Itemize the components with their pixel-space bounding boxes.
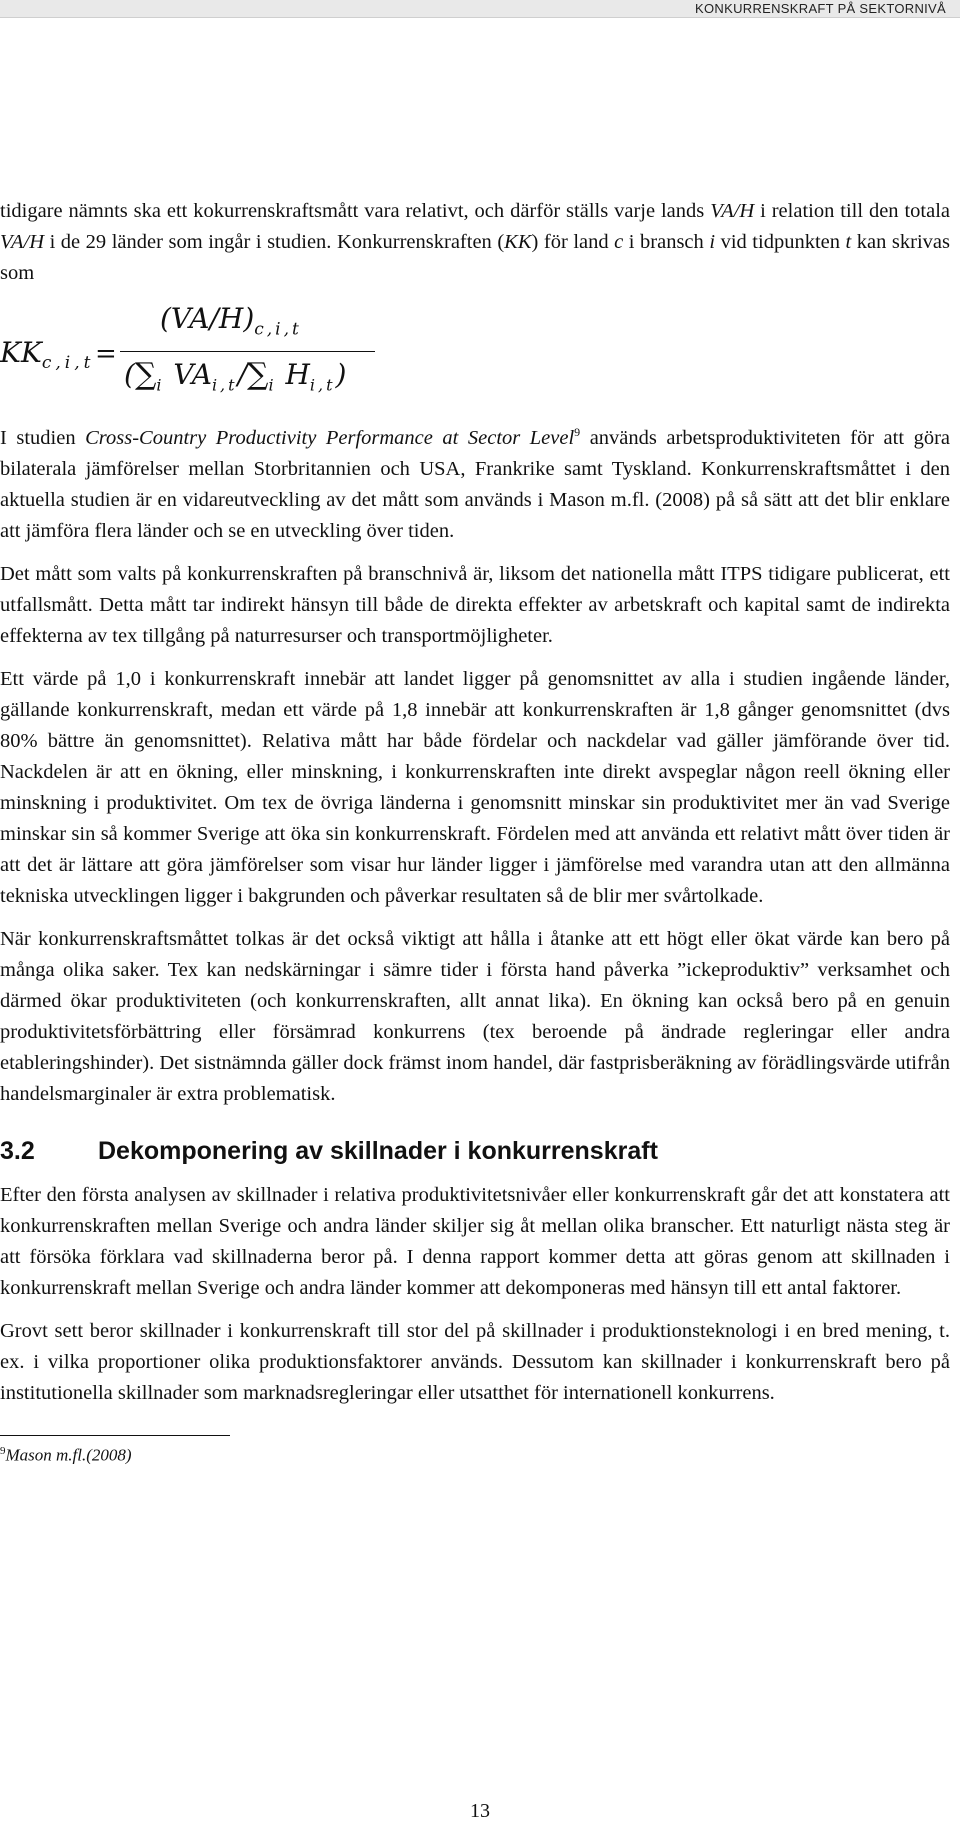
formula-paren: )	[335, 358, 347, 391]
formula-lhs-subscript: c,i,t	[41, 353, 95, 373]
section-heading	[0, 1136, 950, 1166]
paragraph-value: Ett värde på 1,0 i konkurrenskraft innebär att landet ligger på genomsnittet av alla i studien ingående länder, gällande konkurrenskraft, medan ett värde på 1,8 innebär att konkurrenskraften är 1,8 gånger genomsnittet (dvs 80% bättre än genomsnittet). Relativa mått har både fördelar och nackdelar vad gäller jämförande över tid. Nackdelen är att en ökning, eller minskning, i konkurrenskraften inte direkt avspeglar någon reell ökning eller minskning i produktivitet. Om tex de övriga länderna i genomsnitt minskar sin produktivitet mer än vad Sverige minskar sin så kommer Sverige att öka sin konkurrenskraft. Fördelen med att använda ett relativt mått över tiden är att det är lättare att göra jämförelser som visar hur länder ligger i jämförelse med varandra utan att den allmänna tekniska utvecklingen ligger i bakgrunden och påverkar resultaten så de blir mer svårtolkade.	[0, 668, 950, 907]
text-span: i	[709, 231, 716, 253]
footnote-mark: 9	[0, 1445, 6, 1457]
formula-num-subscript: c,i,t	[254, 319, 302, 340]
formula-h-subscript: i,t	[309, 375, 336, 395]
section-number: 3.2	[0, 1137, 35, 1165]
formula-slash: /	[237, 358, 248, 391]
formula-h: H	[285, 358, 310, 391]
text-span: i relation till den totala	[754, 200, 950, 222]
formula-denominator	[124, 359, 346, 401]
text-span: används arbetsproduktiviteten för att göra bilaterala jämförelser mellan Storbritannien och USA, Frankrike samt Tyskland. Konkurrenskraftsmåttet i den aktuella studien är en vidareutveckling av det mått som används i Mason m.fl. (2008) på så sätt att det blir enklare att jämföra flera länder och se en utveckling över tiden.	[0, 427, 951, 542]
footnote-divider	[0, 1435, 230, 1436]
sum-index: i	[156, 375, 165, 395]
page-number: 13	[470, 1800, 490, 1822]
paragraph-measure: Det mått som valts på konkurrenskraften på branschnivå är, liksom det nationella mått ITPS tidigare publicerat, ett utfallsmått. Detta mått tar indirekt hänsyn till både de direkta effekter av arbetskraft och kapital samt de indirekta effekterna av tex tillgång på naturresurser och transportmöjligheter.	[0, 563, 950, 647]
formula-paren: (	[124, 358, 135, 391]
text-span: KK	[504, 231, 532, 253]
study-title: Cross-Country Productivity Performance at Sector Level	[85, 427, 575, 449]
text-span: kan skrivas som	[0, 231, 950, 284]
formula-va-h: (VA/H)	[160, 302, 255, 335]
text-span: i bransch	[623, 231, 710, 253]
sigma-icon: ∑	[134, 357, 157, 392]
formula-va-subscript: i,t	[211, 375, 238, 395]
body-text	[0, 196, 950, 1467]
paragraph-intro	[0, 196, 950, 289]
paragraph-technology: Grovt sett beror skillnader i konkurrenskraft till stor del på skillnader i produktionsteknologi i en bred mening, t. ex. i vilka proportioner olika produktionsfaktorer används. Dessutom kan skillnader i konkurrenskraft bero på institutionella skillnader som marknadsregleringar eller utsatthet för internationell konkurrens.	[0, 1320, 950, 1404]
fraction-line	[120, 351, 375, 352]
running-header: KONKURRENSKRAFT PÅ SEKTORNIVÅ	[0, 0, 960, 18]
text-span: c	[614, 231, 624, 253]
paragraph-interpretation: När konkurrenskraftsmåttet tolkas är det också viktigt att hålla i åtanke att ett högt eller ökat värde kan bero på många olika saker. Tex kan nedskärningar i sämre tider i första hand påverka ”ickeproduktiv” verksamhet och därmed ökar produktiviteten (och konkurrenskraften, allt annat lika). En ökning kan också bero på en genuin produktivitetsförbättring eller försämrad konkurrens (tex beroende på ändrade regleringar eller andra etableringshinder). Det sistnämnda gäller dock främst inom handel, där fastprisberäkning av förädlingsvärde utifrån handelsmarginaler är extra problematisk.	[0, 928, 950, 1105]
text-span: vid tidpunkten	[715, 231, 846, 253]
text-span: i de 29 länder som ingår i studien. Konkurrenskraften (	[44, 231, 505, 253]
formula-va: VA	[173, 358, 212, 391]
footnote-reference[interactable]: 9	[574, 425, 581, 439]
formula-equals: =	[95, 339, 117, 369]
sigma-icon: ∑	[247, 357, 269, 392]
section-title: Dekomponering av skillnader i konkurrenskraft	[98, 1137, 658, 1165]
paragraph-decomposition: Efter den första analysen av skillnader i relativa produktivitetsnivåer eller konkurrenskraft går det att konstatera att konkurrenskraften mellan Sverige och andra länder skiljer sig åt mellan olika branscher. Ett naturligt nästa steg är att försöka förklara vad skillnaderna beror på. I denna rapport kommer detta att göras genom att skillnaden i konkurrenskraft mellan Sverige och andra länder kommer att dekomponeras med hänsyn till ett antal faktorer.	[0, 1184, 950, 1299]
text-span: tidigare nämnts ska ett kokurrenskraftsmått vara relativt, och därför ställs varje lands	[0, 200, 711, 222]
formula-lhs	[0, 337, 94, 379]
kk-formula	[0, 301, 950, 411]
footnote	[0, 1440, 950, 1467]
paragraph-study	[0, 423, 950, 547]
text-span: ) för land	[531, 231, 615, 253]
text-span: VA/H	[0, 231, 45, 253]
footnote-text: Mason m.fl.(2008)	[5, 1445, 132, 1465]
formula-kk: KK	[0, 336, 42, 369]
text-span: I studien	[0, 427, 86, 449]
sum-index: i	[268, 375, 277, 395]
text-span: VA/H	[710, 200, 755, 222]
text-span: t	[845, 231, 852, 253]
formula-numerator	[160, 303, 302, 346]
